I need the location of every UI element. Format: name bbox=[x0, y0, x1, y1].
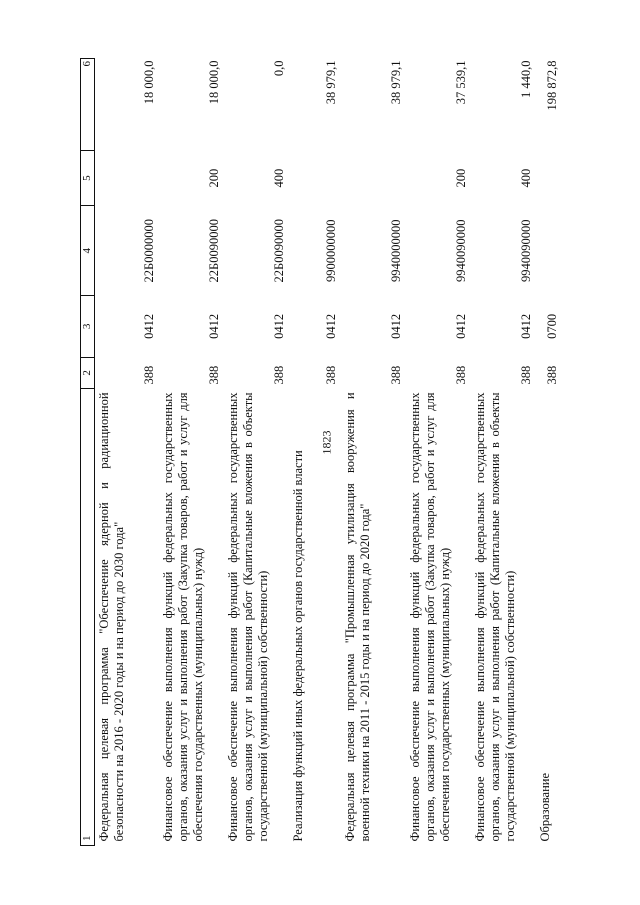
row-amount: 1 440,0 bbox=[519, 60, 533, 98]
row-name: Финансовое обеспечение выполнения функций федеральных государственных органов, оказания услуг и выполнения работ (Капитальные вложения в объекты государственной (муниципальной) собственности) bbox=[226, 392, 270, 842]
row-code-4: 22Б0090000 bbox=[207, 219, 221, 283]
header-col-4: 4 bbox=[81, 206, 95, 296]
row-amount: 18 000,0 bbox=[207, 60, 221, 105]
row-amount: 38 979,1 bbox=[389, 60, 403, 105]
row-code-2: 388 bbox=[324, 365, 338, 385]
row-amount: 198 872,8 bbox=[545, 60, 559, 111]
table-row bbox=[536, 59, 562, 846]
page-number: 1823 bbox=[319, 430, 334, 455]
row-code-2: 388 bbox=[272, 365, 286, 385]
row-code-4: 9940000000 bbox=[389, 219, 403, 282]
table-row bbox=[224, 59, 289, 846]
row-name: Реализация функций иных федеральных органов государственной власти bbox=[291, 450, 305, 842]
table-row bbox=[159, 59, 224, 846]
row-code-4 bbox=[536, 206, 562, 296]
header-col-6: 6 bbox=[81, 59, 95, 151]
budget-table bbox=[80, 58, 562, 846]
row-code-5: 200 bbox=[207, 168, 221, 188]
row-amount: 37 539,1 bbox=[454, 60, 468, 105]
row-code-3: 0412 bbox=[272, 313, 286, 339]
row-amount: 38 979,1 bbox=[324, 60, 338, 105]
row-code-5 bbox=[95, 150, 160, 205]
row-code-2: 388 bbox=[207, 365, 221, 385]
row-code-2: 388 bbox=[389, 365, 403, 385]
row-name: Финансовое обеспечение выполнения функций федеральных государственных органов, оказания услуг и выполнения работ (Закупка товаров, работ и услуг для обеспечения государственных (муниципальных) нужд) bbox=[408, 392, 452, 842]
row-name: Финансовое обеспечение выполнения функций федеральных государственных органов, оказания услуг и выполнения работ (Капитальные вложения в объекты государственной (муниципальной) собственности) bbox=[473, 392, 517, 842]
row-code-2: 388 bbox=[454, 365, 468, 385]
row-code-3: 0412 bbox=[207, 313, 221, 339]
row-code-5: 400 bbox=[519, 168, 533, 188]
row-name: Федеральная целевая программа "Промышленная утилизация вооружения и военной техники на 2011 - 2015 годы и на период до 2020 года" bbox=[343, 392, 372, 842]
row-code-3: 0412 bbox=[142, 313, 156, 339]
row-code-5 bbox=[289, 150, 341, 205]
row-name: Финансовое обеспечение выполнения функций федеральных государственных органов, оказания услуг и выполнения работ (Закупка товаров, работ и услуг для обеспечения государственных (муниципальных) нужд) bbox=[161, 392, 205, 842]
row-code-2: 388 bbox=[142, 365, 156, 385]
header-row bbox=[81, 59, 95, 846]
row-code-4: 9940090000 bbox=[454, 219, 468, 282]
row-code-4: 22Б0090000 bbox=[272, 219, 286, 283]
row-code-4: 22Б0000000 bbox=[142, 219, 156, 283]
row-code-3: 0700 bbox=[545, 313, 559, 339]
row-code-4: 9900000000 bbox=[324, 219, 338, 282]
row-amount: 18 000,0 bbox=[142, 60, 156, 105]
row-code-2: 388 bbox=[545, 365, 559, 385]
header-col-2: 2 bbox=[81, 357, 95, 388]
row-code-5 bbox=[536, 150, 562, 205]
row-name: Федеральная целевая программа "Обеспечение ядерной и радиационной безопасности на 2016 - 2020 годы и на период до 2030 года" bbox=[97, 392, 126, 842]
row-code-3: 0412 bbox=[454, 313, 468, 339]
row-code-5: 400 bbox=[272, 168, 286, 188]
table-row bbox=[289, 59, 341, 846]
table-row bbox=[95, 59, 160, 846]
row-code-3: 0412 bbox=[389, 313, 403, 339]
table-row bbox=[341, 59, 406, 846]
header-col-1: 1 bbox=[81, 388, 95, 845]
header-col-3: 3 bbox=[81, 296, 95, 358]
row-name: Образование bbox=[538, 772, 552, 842]
table-row bbox=[406, 59, 471, 846]
row-code-5: 200 bbox=[454, 168, 468, 188]
row-code-3: 0412 bbox=[324, 313, 338, 339]
table-row bbox=[471, 59, 536, 846]
row-code-5 bbox=[341, 150, 406, 205]
row-code-4: 9940090000 bbox=[519, 219, 533, 282]
row-amount: 0,0 bbox=[272, 60, 286, 77]
rotated-table-container bbox=[80, 58, 580, 846]
header-col-5: 5 bbox=[81, 150, 95, 205]
row-code-2: 388 bbox=[519, 365, 533, 385]
row-code-3: 0412 bbox=[519, 313, 533, 339]
